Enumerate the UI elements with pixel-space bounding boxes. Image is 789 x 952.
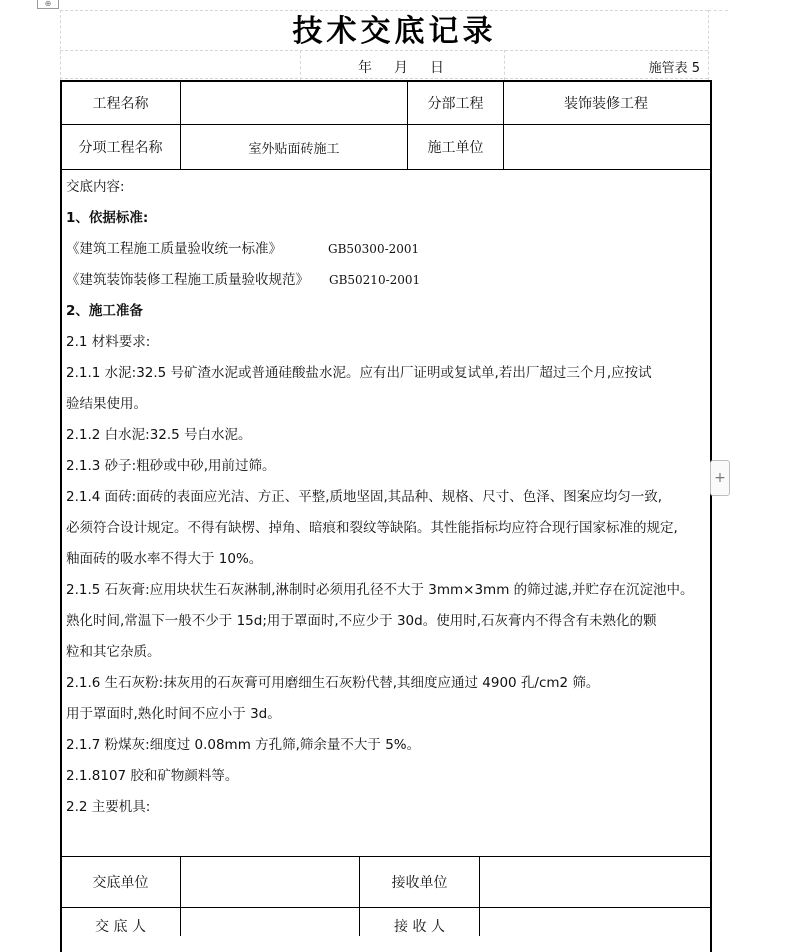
content-line: 熟化时间,常温下一般不少于 15d;用于罩面时,不应少于 30d。使用时,石灰膏内不得含有未熟化的颗 bbox=[66, 613, 657, 629]
standard-item bbox=[66, 234, 706, 265]
division-label: 分部工程 bbox=[427, 95, 484, 112]
date-year: 年 bbox=[358, 60, 374, 76]
standard-code: GB50210-2001 bbox=[329, 273, 421, 287]
handover-unit-label: 交底单位 bbox=[92, 875, 149, 891]
content-line: 2.2 主要机具: bbox=[66, 799, 151, 815]
table-move-handle[interactable]: ⊕ bbox=[37, 0, 59, 9]
guide-line bbox=[504, 50, 505, 80]
guide-line bbox=[60, 78, 708, 79]
plus-icon: + bbox=[714, 470, 726, 486]
receive-unit-field[interactable] bbox=[480, 857, 708, 907]
content-intro: 交底内容: bbox=[66, 179, 125, 195]
unit-label: 施工单位 bbox=[427, 140, 484, 156]
content-line: 2.1.4 面砖:面砖的表面应光洁、方正、平整,质地坚固,其品种、规格、尺寸、色泽、图案应均匀一致, bbox=[66, 489, 663, 505]
receive-person-label: 接 收 人 bbox=[394, 919, 445, 935]
unit-field[interactable] bbox=[504, 125, 708, 169]
content-line: 必须符合设计规定。不得有缺楞、掉角、暗痕和裂纹等缺陷。其性能指标均应符合现行国家标准的规定, bbox=[66, 520, 678, 536]
receive-person-field[interactable] bbox=[480, 908, 708, 944]
receive-unit-label: 接收单位 bbox=[391, 875, 448, 891]
table-rule bbox=[60, 169, 710, 170]
date-row bbox=[300, 57, 504, 77]
content-line: 釉面砖的吸水率不得大于 10%。 bbox=[66, 551, 263, 567]
content-line: 2.1.3 砂子:粗砂或中砂,用前过筛。 bbox=[66, 458, 276, 474]
handover-unit-field[interactable] bbox=[181, 857, 359, 907]
section-heading: 2、施工准备 bbox=[66, 303, 143, 319]
subitem-field[interactable]: 室外贴面砖施工 bbox=[248, 141, 340, 157]
disclosure-content[interactable] bbox=[66, 172, 706, 823]
content-line: 2.1.1 水泥:32.5 号矿渣水泥或普通硅酸盐水泥。应有出厂证明或复试单,若出厂超过三个月,应按试 bbox=[66, 365, 652, 381]
section-heading: 1、依据标准: bbox=[66, 210, 149, 226]
date-day: 日 bbox=[430, 60, 446, 76]
content-line: 2.1.8107 胶和矿物颜料等。 bbox=[66, 768, 239, 784]
content-line: 2.1.6 生石灰粉:抹灰用的石灰膏可用磨细生石灰粉代替,其细度应通过 4900 孔/cm2 筛。 bbox=[66, 675, 600, 691]
page-title: 技术交底记录 bbox=[292, 14, 497, 49]
handover-person-field[interactable] bbox=[181, 908, 359, 944]
content-line: 2.1 材料要求: bbox=[66, 334, 151, 350]
standard-name: 《建筑工程施工质量验收统一标准》 bbox=[66, 241, 282, 257]
division-field[interactable]: 装饰装修工程 bbox=[564, 95, 648, 112]
content-line: 验结果使用。 bbox=[66, 396, 147, 412]
add-row-button[interactable] bbox=[710, 460, 730, 496]
project-name-label: 工程名称 bbox=[92, 95, 149, 112]
standard-name: 《建筑装饰装修工程施工质量验收规范》 bbox=[66, 272, 309, 288]
guide-line bbox=[60, 50, 708, 51]
content-line: 用于罩面时,熟化时间不应小于 3d。 bbox=[66, 706, 281, 722]
standard-code: GB50300-2001 bbox=[328, 242, 420, 256]
standard-item bbox=[66, 265, 706, 296]
form-number: 施管表 5 bbox=[648, 61, 700, 76]
date-month: 月 bbox=[394, 60, 410, 76]
content-line: 2.1.7 粉煤灰:细度过 0.08mm 方孔筛,筛余量不大于 5%。 bbox=[66, 737, 421, 753]
project-name-field[interactable] bbox=[181, 81, 407, 124]
subitem-label: 分项工程名称 bbox=[78, 140, 163, 156]
content-line: 2.1.5 石灰膏:应用块状生石灰淋制,淋制时必须用孔径不大于 3mm×3mm 的筛过滤,并贮存在沉淀池中。 bbox=[66, 582, 694, 598]
content-line: 粒和其它杂质。 bbox=[66, 644, 161, 660]
content-line: 2.1.2 白水泥:32.5 号白水泥。 bbox=[66, 427, 252, 443]
handover-person-label: 交 底 人 bbox=[95, 919, 146, 935]
